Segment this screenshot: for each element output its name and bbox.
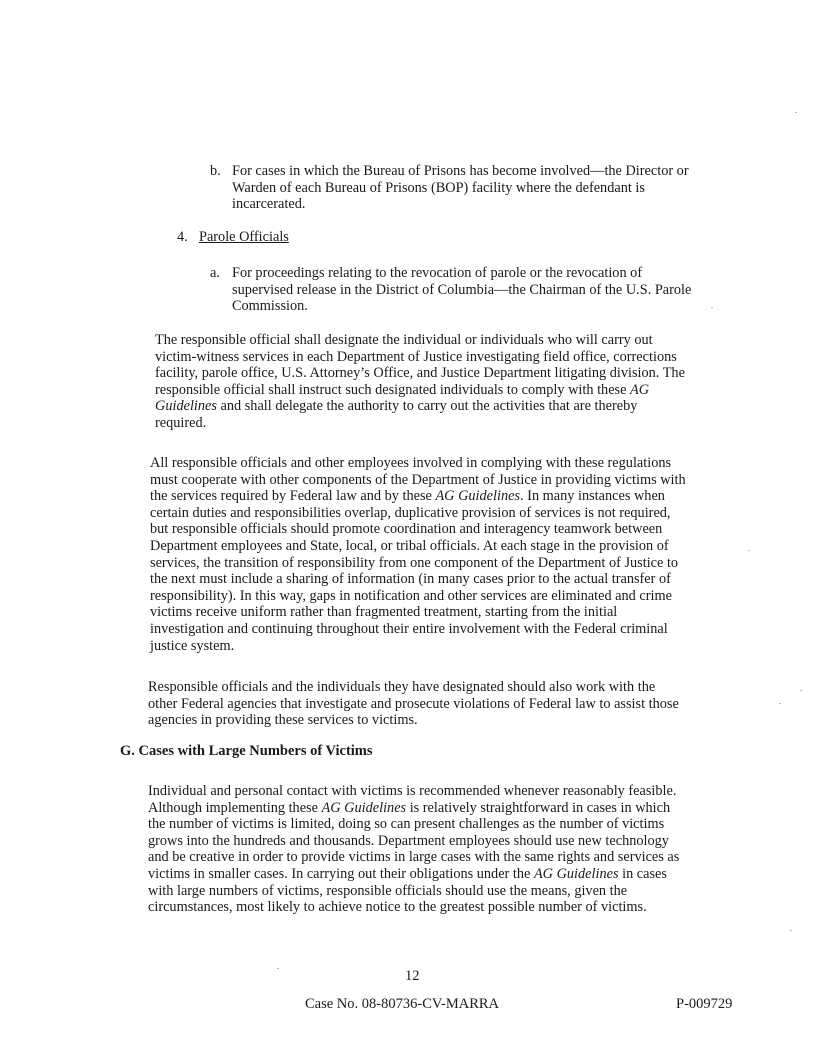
text-line: Department employees and State, local, or tribal officials. At each stage in the provision of <box>150 537 669 554</box>
text-line: other Federal agencies that investigate and prosecute violations of Federal law to assist those <box>148 695 679 712</box>
text-line: the services required by Federal law and by these AG Guidelines. In many instances when <box>150 488 665 505</box>
text-line: the number of victims is limited, doing so can present challenges as the number of victims <box>148 816 665 833</box>
text-line: victims receive uniform rather than fragmented treatment, starting from the initial <box>150 604 618 621</box>
text-line: investigation and continuing throughout their entire involvement with the Federal criminal <box>150 620 668 637</box>
section-4-heading <box>177 229 289 246</box>
footer-case-number: Case No. 08-80736-CV-MARRA <box>305 996 500 1012</box>
text-line: services, the transition of responsibility from one component of the Department of Justice to <box>150 554 679 571</box>
italic-text: AG <box>630 381 650 398</box>
text-line: justice system. <box>150 637 235 654</box>
text-line: with large numbers of victims, responsible officials should use the means, given the <box>148 882 628 899</box>
italic-text: AG Guidelines <box>533 865 619 882</box>
text-line: responsibility). In this way, gaps in notification and other services are eliminated and crime <box>150 587 672 604</box>
text-line: The responsible official shall designate the individual or individuals who will carry out <box>155 332 653 348</box>
scan-speck <box>790 930 792 931</box>
paragraph-cooperation <box>150 455 740 654</box>
scan-speck <box>800 690 802 691</box>
text-line: victims in smaller cases. In carrying out their obligations under the AG Guidelines in cases <box>148 865 667 882</box>
italic-text: AG Guidelines <box>435 488 521 505</box>
text-line: Although implementing these AG Guidelines is relatively straightforward in cases in which <box>148 799 671 816</box>
text-line: supervised release in the District of Columbia—the Chairman of the U.S. Parole <box>232 281 692 298</box>
section-title: Parole Officials <box>199 229 289 245</box>
text-line: For cases in which the Bureau of Prisons has become involved—the Director or <box>232 163 689 179</box>
scan-speck <box>277 968 279 969</box>
text-line: but responsible officials should promote coordination and interagency teamwork between <box>150 521 663 538</box>
text-line: circumstances, most likely to achieve notice to the greatest possible number of victims. <box>148 899 647 916</box>
text-line: agencies in providing these services to victims. <box>148 712 418 729</box>
list-marker: a. <box>210 265 220 281</box>
italic-text: AG Guidelines <box>321 799 407 816</box>
text-line: incarcerated. <box>232 196 306 213</box>
text-line: Commission. <box>232 298 308 315</box>
paragraph-designation <box>155 332 735 432</box>
text-line: All responsible officials and other employees involved in complying with these regulations <box>150 455 672 471</box>
section-heading-g: G. Cases with Large Numbers of Victims <box>120 743 373 759</box>
text-line: required. <box>155 414 207 431</box>
text-line: grows into the hundreds and thousands. Department employees should use new technology <box>148 832 669 849</box>
text-line: the next must include a sharing of information (in many cases prior to the actual transfer of <box>150 571 671 588</box>
text-line: responsible official shall instruct such designated individuals to comply with these AG <box>155 381 650 398</box>
scan-speck <box>779 703 781 704</box>
text-line: Individual and personal contact with victims is recommended whenever reasonably feasible. <box>148 783 677 799</box>
text-line: Responsible officials and the individuals they have designated should also work with the <box>148 679 656 695</box>
footer-bates-number: P-009729 <box>676 996 733 1012</box>
paragraph-large-cases <box>148 783 743 916</box>
text-line: must cooperate with other components of the Department of Justice in providing victims with <box>150 471 686 488</box>
scan-speck <box>748 550 750 551</box>
scan-speck <box>711 307 713 308</box>
text-line: facility, parole office, U.S. Attorney’s Office, and Justice Department litigating division. The <box>155 365 685 382</box>
list-item-a <box>210 265 732 315</box>
paragraph-federal-agencies <box>148 679 738 729</box>
text-line: Warden of each Bureau of Prisons (BOP) facility where the defendant is <box>232 179 645 196</box>
italic-text: Guidelines <box>155 398 217 415</box>
text-line: and be creative in order to provide victims in large cases with the same rights and services as <box>148 849 680 866</box>
list-marker: b. <box>210 163 221 179</box>
section-number: 4. <box>177 229 188 245</box>
text-line: victim-witness services in each Department of Justice investigating field office, corrections <box>155 348 677 365</box>
page-number: 12 <box>405 968 420 984</box>
scan-speck <box>795 112 797 113</box>
text-line: For proceedings relating to the revocation of parole or the revocation of <box>232 265 643 281</box>
text-line: Guidelines and shall delegate the authority to carry out the activities that are thereby <box>155 398 638 415</box>
text-line: certain duties and responsibilities overlap, duplicative provision of services is not required, <box>150 504 671 521</box>
list-item-b <box>210 163 732 213</box>
